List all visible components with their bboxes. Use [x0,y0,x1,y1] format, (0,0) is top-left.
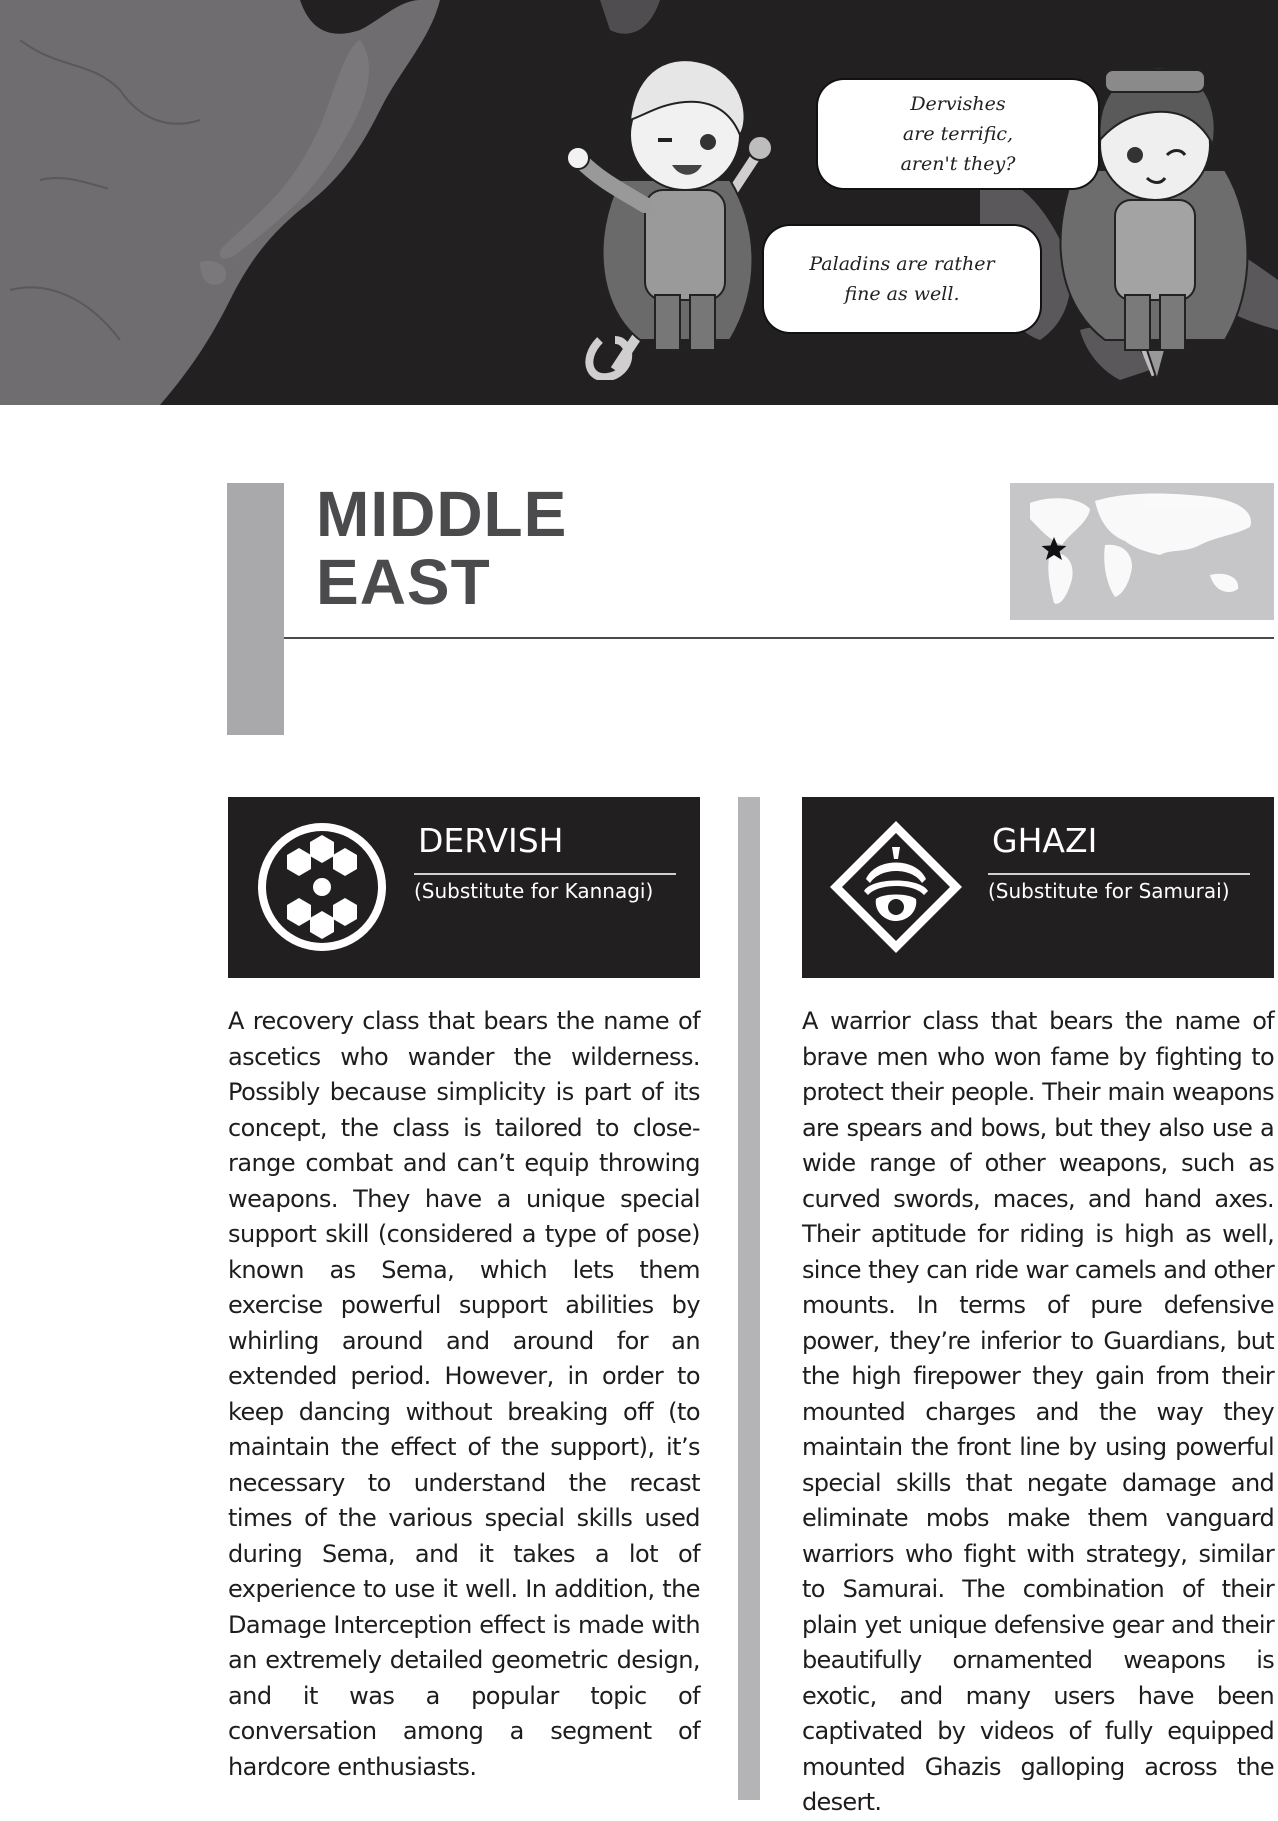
dervish-class-card [228,797,700,978]
dervish-description: A recovery class that bears the name of ascetics who wander the wilderness. Possibly because simplicity is part of its concept, the class is tailored to close-range combat and can’t equip throwing weapons. They have a unique special support skill (considered a type of pose) known as Sema, which lets them exercise powerful support abilities by whirling around and around for an extended period. However, in order to keep dancing without breaking off (to maintain the effect of the support), it’s necessary to understand the recast times of the various special skills used during Sema, and it takes a lot of experience to use it well. In addition, the Damage Interception effect is made with an extremely detailed geometric design, and it was a popular topic of conversation among a segment of hardcore enthusiasts. [228,1007,700,1781]
dervish-class-subtitle: (Substitute for Kannagi) [414,879,654,903]
page-title [316,480,567,616]
world-map-icon [1010,483,1274,620]
title-accent-bar [227,483,284,735]
speech-bubble-paladin: Paladins are rather fine as well. [764,226,1040,332]
title-line-2: EAST [316,546,491,618]
title-line-1: MIDDLE [316,478,568,550]
flower-hexagon-emblem-icon [252,817,392,957]
dervish-name-rule [414,873,676,875]
ghazi-class-card [802,797,1274,978]
diamond-helmet-emblem-icon [826,817,966,957]
paladin-character-illustration [560,40,800,380]
column-divider [738,797,760,1800]
ghazi-class-name: GHAZI [992,821,1098,860]
ghazi-description: A warrior class that bears the name of brave men who won fame by fighting to protect their people. Their main weapons are spears and bows, but they also use a wide range of other weapons, such as curved swords, maces, and hand axes. Their aptitude for riding is high as well, since they can ride war camels and other mounts. In terms of pure defensive power, they’re inferior to Guardians, but the high firepower they gain from their mounted charges and the way they maintain the front line by using powerful special skills that negate damage and eliminate mobs make them vanguard warriors who fight with strategy, similar to Samurai. The combination of their plain yet unique defensive gear and their beautifully ornamented weapons is exotic, and many users have been captivated by videos of fully equipped mounted Ghazis galloping across the desert. [802,1007,1274,1816]
ghazi-class-subtitle: (Substitute for Samurai) [988,879,1230,903]
world-locator-map [1010,483,1274,620]
dervish-class-name: DERVISH [418,821,564,860]
header-banner [0,0,1278,405]
speech-bubble-dervish: Dervishes are terrific, aren't they? [818,80,1098,188]
title-divider [284,637,1274,639]
ghazi-name-rule [988,873,1250,875]
